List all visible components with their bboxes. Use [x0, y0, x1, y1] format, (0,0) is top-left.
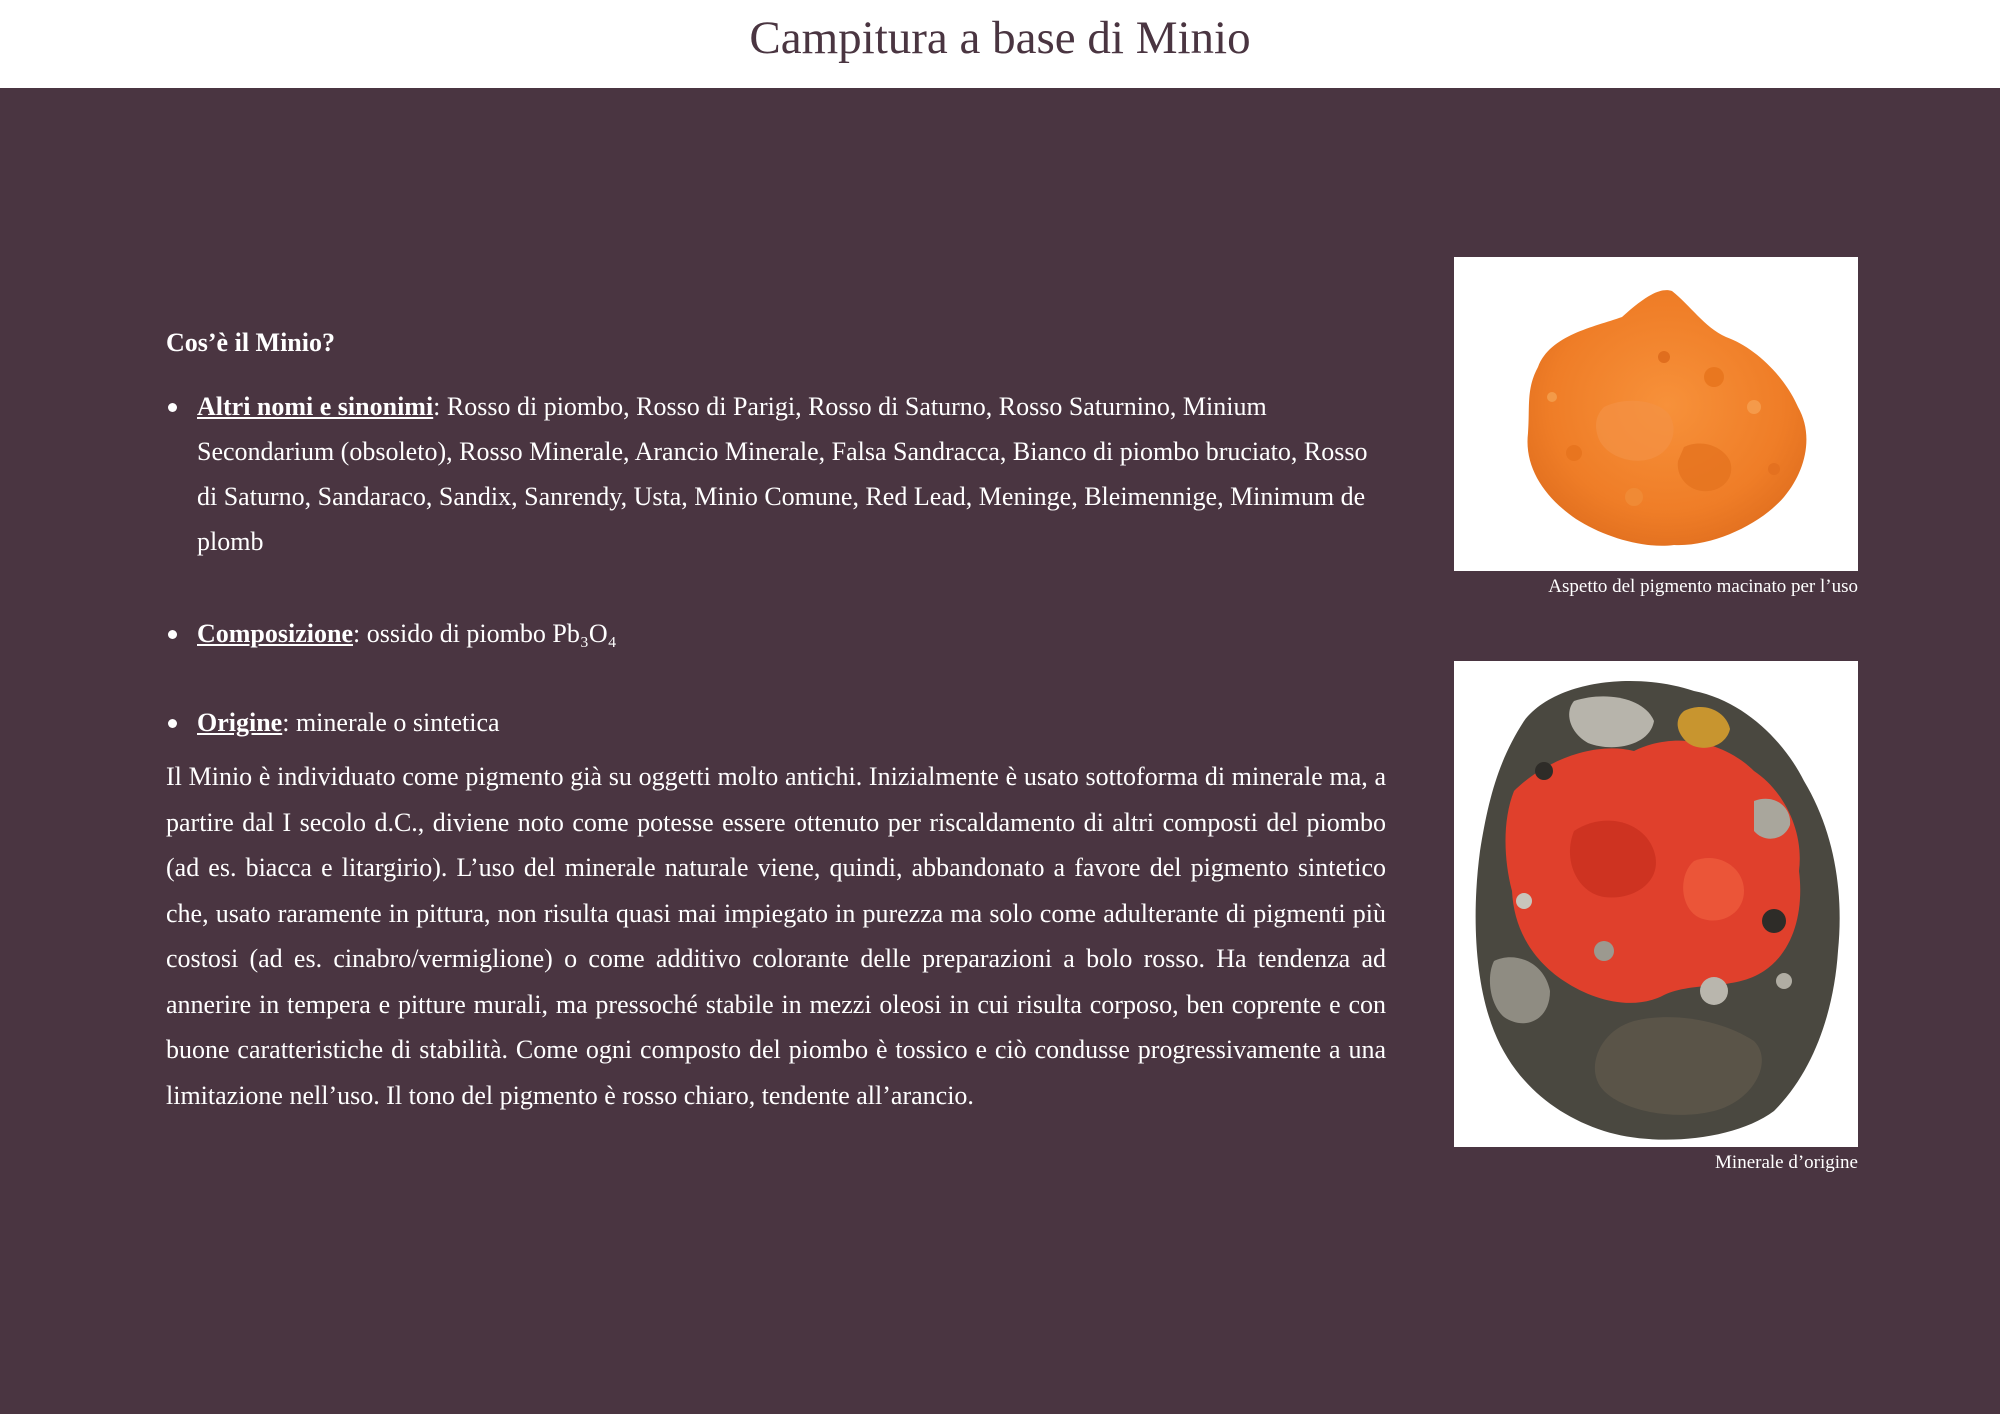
description-paragraph: Il Minio è individuato come pigmento già su oggetti molto antichi. Inizialmente è usato sottoforma di minerale ma, a partire dal I secolo d.C., diviene noto come potesse essere ottenuto per riscaldamento di altri composti del piombo (ad es. biacca e litargirio). L’uso del minerale naturale viene, quindi, abbandonato a favore del pigmento sintetico che, usato raramente in pittura, non risulta quasi mai impiegato in purezza ma solo come adulterante di pigmenti più costosi (ad es. cinabro/vermiglione) o come additivo colorante delle preparazioni a bolo rosso. Ha tendenza ad annerire in tempera e pitture murali, ma pressoché stabile in mezzi oleosi in cui risulta corposo, ben coprente e con buone caratteristiche di stabilità. Come ogni composto del piombo è tossico e ciò condusse progressivamente a una limitazione nell’uso. Il tono del pigmento è rosso chiaro, tendente all’arancio. — [166, 762, 1386, 1110]
figure-pigment — [1454, 257, 1858, 598]
fact-item-origin — [166, 700, 1386, 745]
fact-separator: : — [433, 392, 441, 421]
mineral-specimen-image — [1454, 661, 1858, 1147]
pigment-powder-icon — [1454, 257, 1858, 571]
pigment-caption: Aspetto del pigmento macinato per l’uso — [1548, 576, 1858, 597]
figure-mineral — [1454, 661, 1858, 1174]
main-content — [0, 88, 2000, 1414]
text-column — [166, 328, 1386, 1118]
page-title: Campitura a base di Minio — [749, 12, 1251, 64]
fact-item-composition — [166, 611, 1386, 656]
section-title: Cos’è il Minio? — [166, 328, 335, 357]
fact-item-synonyms — [166, 384, 1386, 564]
fact-value: minerale o sintetica — [289, 708, 500, 737]
fact-value: ossido di piombo Pb₃O₄ — [360, 619, 617, 648]
mineral-caption: Minerale d’origine — [1715, 1152, 1858, 1173]
fact-term: Composizione — [197, 619, 353, 648]
fact-separator: : — [282, 708, 290, 737]
pigment-powder-image — [1454, 257, 1858, 571]
fact-term: Altri nomi e sinonimi — [197, 392, 434, 421]
mineral-specimen-icon — [1454, 661, 1858, 1147]
fact-separator: : — [353, 619, 361, 648]
fact-value: Rosso di piombo, Rosso di Parigi, Rosso di Saturno, Rosso Saturnino, Minium Secondarium (obsoleto), Rosso Minerale, Arancio Minerale, Falsa Sandracca, Bianco di piombo bruciato, Rosso di Saturno, Sandaraco, Sandix, Sanrendy, Usta, Minio Comune, Red Lead, Meninge, Bleimennige, Minimum de plomb — [197, 392, 1368, 556]
fact-term: Origine — [197, 708, 283, 737]
facts-list — [166, 384, 1386, 745]
page-header — [0, 0, 2000, 88]
